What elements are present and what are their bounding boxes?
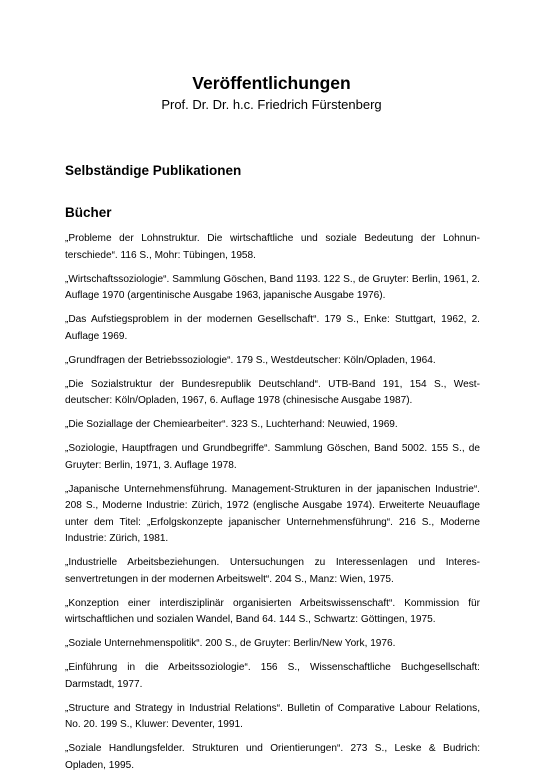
bibliography-entry: „Die Soziallage der Chemiearbeiter“. 323 S., Luchterhand: Neuwied, 1969.: [65, 419, 398, 430]
bibliography-entry: „Soziale Unternehmenspolitik“. 200 S., de Gruyter: Berlin/New York, 1976.: [65, 638, 396, 649]
bibliography-list: [65, 231, 480, 782]
page-title: Veröffentlichungen: [192, 73, 351, 93]
bibliography-entry: „Soziologie, Hauptfragen und Grundbegriffe“. Sammlung Göschen, Band 5002. 155 S., de Gruyter: Berlin, 1971, 3. Auflage 1978.: [65, 443, 480, 471]
bibliography-entry: „Soziale Handlungsfelder. Strukturen und Orientierungen“. 273 S., Leske & Budrich: Opladen, 1995.: [65, 743, 480, 771]
bibliography-entry: „Wirtschaftssoziologie“. Sammlung Göschen, Band 1193. 122 S., de Gruyter: Berlin, 1961, 2. Auflage 1970 (argentinische Ausgabe 1963, japanische Ausgabe 1976).: [65, 273, 480, 301]
bibliography-entry: „Die Sozialstruktur der Bundesrepublik Deutschland“. UTB-Band 191, 154 S., Westdeutscher: Köln/Opladen, 1967, 6. Auflage 1978 (chinesische Ausgabe 1987).: [65, 378, 480, 406]
bibliography-entry: „Einführung in die Arbeitssoziologie“. 156 S., Wissenschaftliche Buchgesellschaft: Darmstadt, 1977.: [65, 662, 480, 690]
bibliography-entry: „Probleme der Lohnstruktur. Die wirtschaftliche und soziale Bedeutung der Lohnunterschiede“. 116 S., Mohr: Tübingen, 1958.: [65, 233, 480, 261]
author-name: Prof. Dr. Dr. h.c. Friedrich Fürstenberg: [161, 97, 382, 112]
bibliography-entry: „Grundfragen der Betriebssoziologie“. 179 S., Westdeutscher: Köln/Opladen, 1964.: [65, 354, 436, 366]
bibliography-entry: „Konzeption einer interdisziplinär organisierten Arbeitswissenschaft“. Kommission für wirtschaftlichen und sozialen Wandel, Band 64. 144 S., Schwartz: Göttingen, 1975.: [65, 597, 480, 625]
bibliography-entry: „Structure and Strategy in Industrial Relations“. Bulletin of Comparative Labour Relations, No. 20. 199 S., Kluwer: Deventer, 1991.: [65, 702, 480, 730]
bibliography-entry: „Japanische Unternehmensführung. Management-Strukturen in der japanischen Industrie“. 208 S., Moderne Industrie: Zürich, 1972 (englische Ausgabe 1974). Erweiterte Neuauflage unter dem Titel: „Erfolgskonzepte japanischer Unternehmensführung“. 216 S., Moderne Industrie: Zürich, 1981.: [65, 483, 480, 544]
subsection-heading: Bücher: [65, 205, 112, 220]
bibliography-entry: „Das Aufstiegsproblem in der modernen Gesellschaft“. 179 S., Enke: Stuttgart, 1962, 2. Auflage 1969.: [65, 314, 480, 342]
section-heading: Selbständige Publikationen: [65, 163, 242, 178]
bibliography-entry: „Industrielle Arbeitsbeziehungen. Untersuchungen zu Interessenlagen und Interessenvertretungen in der modernen Arbeitswelt“. 204 S., Manz: Wien, 1975.: [65, 557, 480, 585]
